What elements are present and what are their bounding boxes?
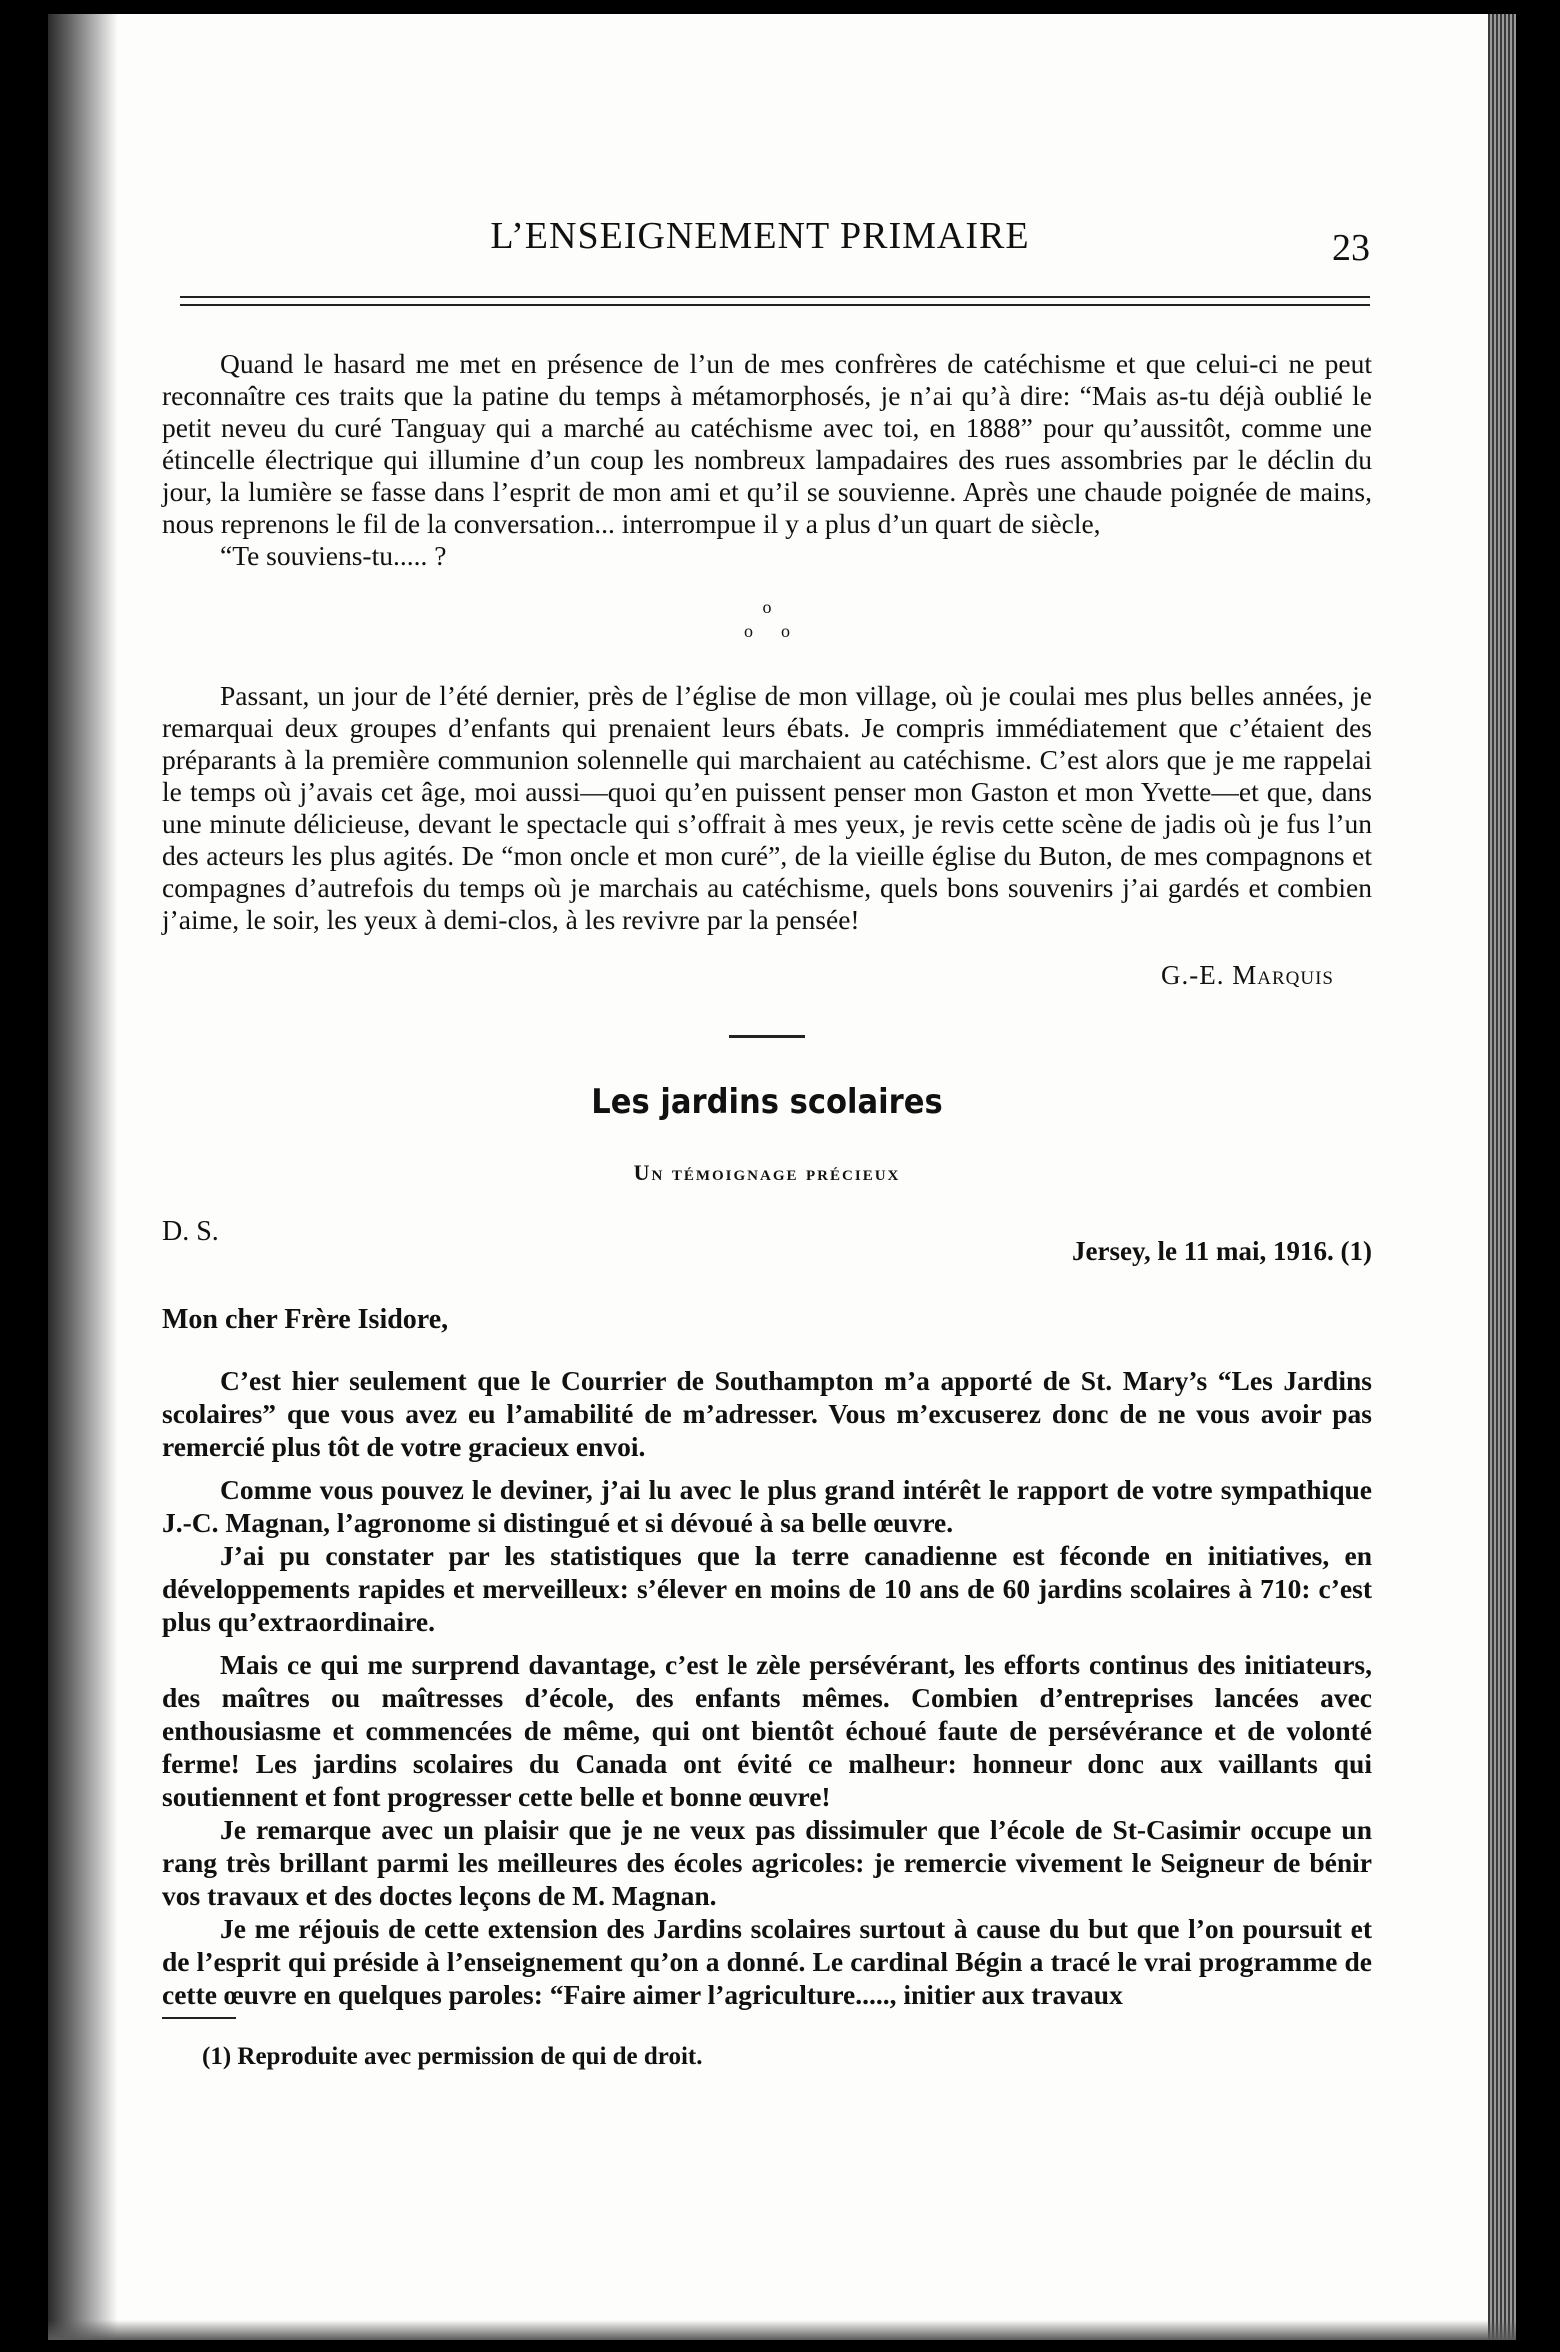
page-header bbox=[180, 214, 1370, 274]
intro-quote: “Te souviens-tu..... ? bbox=[220, 540, 447, 571]
bottom-shadow bbox=[48, 2320, 1516, 2340]
letter-paragraph: J’ai pu constater par les statistiques que la terre canadienne est féconde en initiatives, en développements rapides et merveilleux: s’élever en moins de 10 ans de 60 jardins scolaires à 710: c’est plus qu’extraordinaire. bbox=[162, 1540, 1372, 1637]
intro-paragraph-2: Passant, un jour de l’été dernier, près de l’église de mon village, où je coulai mes plus belles années, je remarquai deux groupes d’enfants qui prenaient leurs ébats. Je compris immédiatement que c’étaient des préparants à la première communion solennelle qui marchaient au catéchisme. C’est alors que je me rappelai le temps où j’avais cet âge, moi aussi—quoi qu’en puissent penser mon Gaston et mon Yvette—et que, dans une minute délicieuse, devant le spectacle qui s’offrait à mes yeux, je revis cette scène de jadis où je fus l’un des acteurs les plus agités. De “mon oncle et mon curé”, de la vieille église du Buton, de mes compagnons et compagnes d’autrefois du temps où je marchais au catéchisme, quels bons souvenirs j’ai gardés et combien j’aime, le soir, les yeux à demi-clos, à les revivre par la pensée! bbox=[162, 680, 1372, 935]
letter-paragraph: Comme vous pouvez le deviner, j’ai lu avec le plus grand intérêt le rapport de votre sympathique J.-C. Magnan, l’agronome si distingué et si dévoué à sa belle œuvre. bbox=[162, 1474, 1372, 1538]
asterism-top: o bbox=[762, 597, 772, 617]
page-edges bbox=[1488, 14, 1516, 2340]
page-number: 23 bbox=[1332, 227, 1370, 269]
article-subtitle: Un témoignage précieux bbox=[633, 1160, 901, 1185]
article-title: Les jardins scolaires bbox=[591, 1082, 943, 1122]
letter-paragraph: Je me réjouis de cette extension des Jardins scolaires surtout à cause du but que l’on poursuit et de l’esprit qui préside à l’enseignement qu’on a donné. Le cardinal Bégin a tracé le vrai programme de cette œuvre en quelques paroles: “Faire aimer l’agriculture....., initier aux travaux bbox=[162, 1913, 1372, 2010]
book-gutter-shadow bbox=[48, 14, 118, 2340]
scanned-page bbox=[48, 14, 1516, 2340]
section-divider bbox=[729, 1035, 805, 1038]
letter-dateline: Jersey, le 11 mai, 1916. (1) bbox=[1072, 1236, 1372, 1266]
letter-paragraph: C’est hier seulement que le Courrier de Southampton m’a apporté de St. Mary’s “Les Jardins scolaires” que vous avez eu l’amabilité de m’adresser. Vous m’excuserez donc de ne vous avoir pas remercié plus tôt de votre gracieux envoi. bbox=[162, 1365, 1372, 1462]
author-signature: G.-E. Marquis bbox=[1161, 960, 1334, 990]
page-body bbox=[162, 348, 1372, 2071]
intro-paragraph-1: Quand le hasard me met en présence de l’un de mes confrères de catéchisme et que celui-ci ne peut reconnaître ces traits que la patine du temps à métamorphosés, je n’ai qu’à dire: “Mais as-tu déjà oublié le petit neveu du curé Tanguay qui a marché au catéchisme avec toi, en 1888” pour qu’aussitôt, comme une étincelle électrique qui illumine d’un coup les nombreux lampadaires des rues assombries par le déclin du jour, la lumière se fasse dans l’esprit de mon ami et qu’il se souvienne. Après une chaude poignée de mains, nous reprenons le fil de la conversation... interrompue il y a plus d’un quart de siècle, bbox=[162, 348, 1372, 539]
letter-head bbox=[162, 1216, 1372, 1274]
footnote-rule bbox=[162, 2017, 236, 2019]
letter-paragraph: Mais ce qui me surprend davantage, c’est le zèle persévérant, les efforts continus des initiateurs, des maîtres ou maîtresses d’école, des enfants mêmes. Combien d’entreprises lancées avec enthousiasme et commencées de même, qui ont bientôt échoué faute de persévérance et de volonté ferme! Les jardins scolaires du Canada ont évité ce malheur: honneur donc aux vaillants qui soutiennent et font progresser cette belle et bonne œuvre! bbox=[162, 1649, 1372, 1812]
letter-paragraph: Je remarque avec un plaisir que je ne veux pas dissimuler que l’école de St-Casimir occupe un rang très brillant parmi les meilleures des écoles agricoles: je remercie vivement le Seigneur de bénir vos travaux et des doctes leçons de M. Magnan. bbox=[162, 1814, 1372, 1911]
running-head: L’ENSEIGNEMENT PRIMAIRE bbox=[490, 215, 1030, 257]
letter-initials: D. S. bbox=[162, 1216, 219, 1247]
letter-body bbox=[162, 1364, 1372, 2011]
letter-salutation: Mon cher Frère Isidore, bbox=[162, 1304, 449, 1335]
asterism-bottom: oo bbox=[744, 621, 818, 641]
footnote: (1) Reproduite avec permission de qui de droit. bbox=[202, 2043, 703, 2070]
header-rule bbox=[180, 296, 1370, 306]
